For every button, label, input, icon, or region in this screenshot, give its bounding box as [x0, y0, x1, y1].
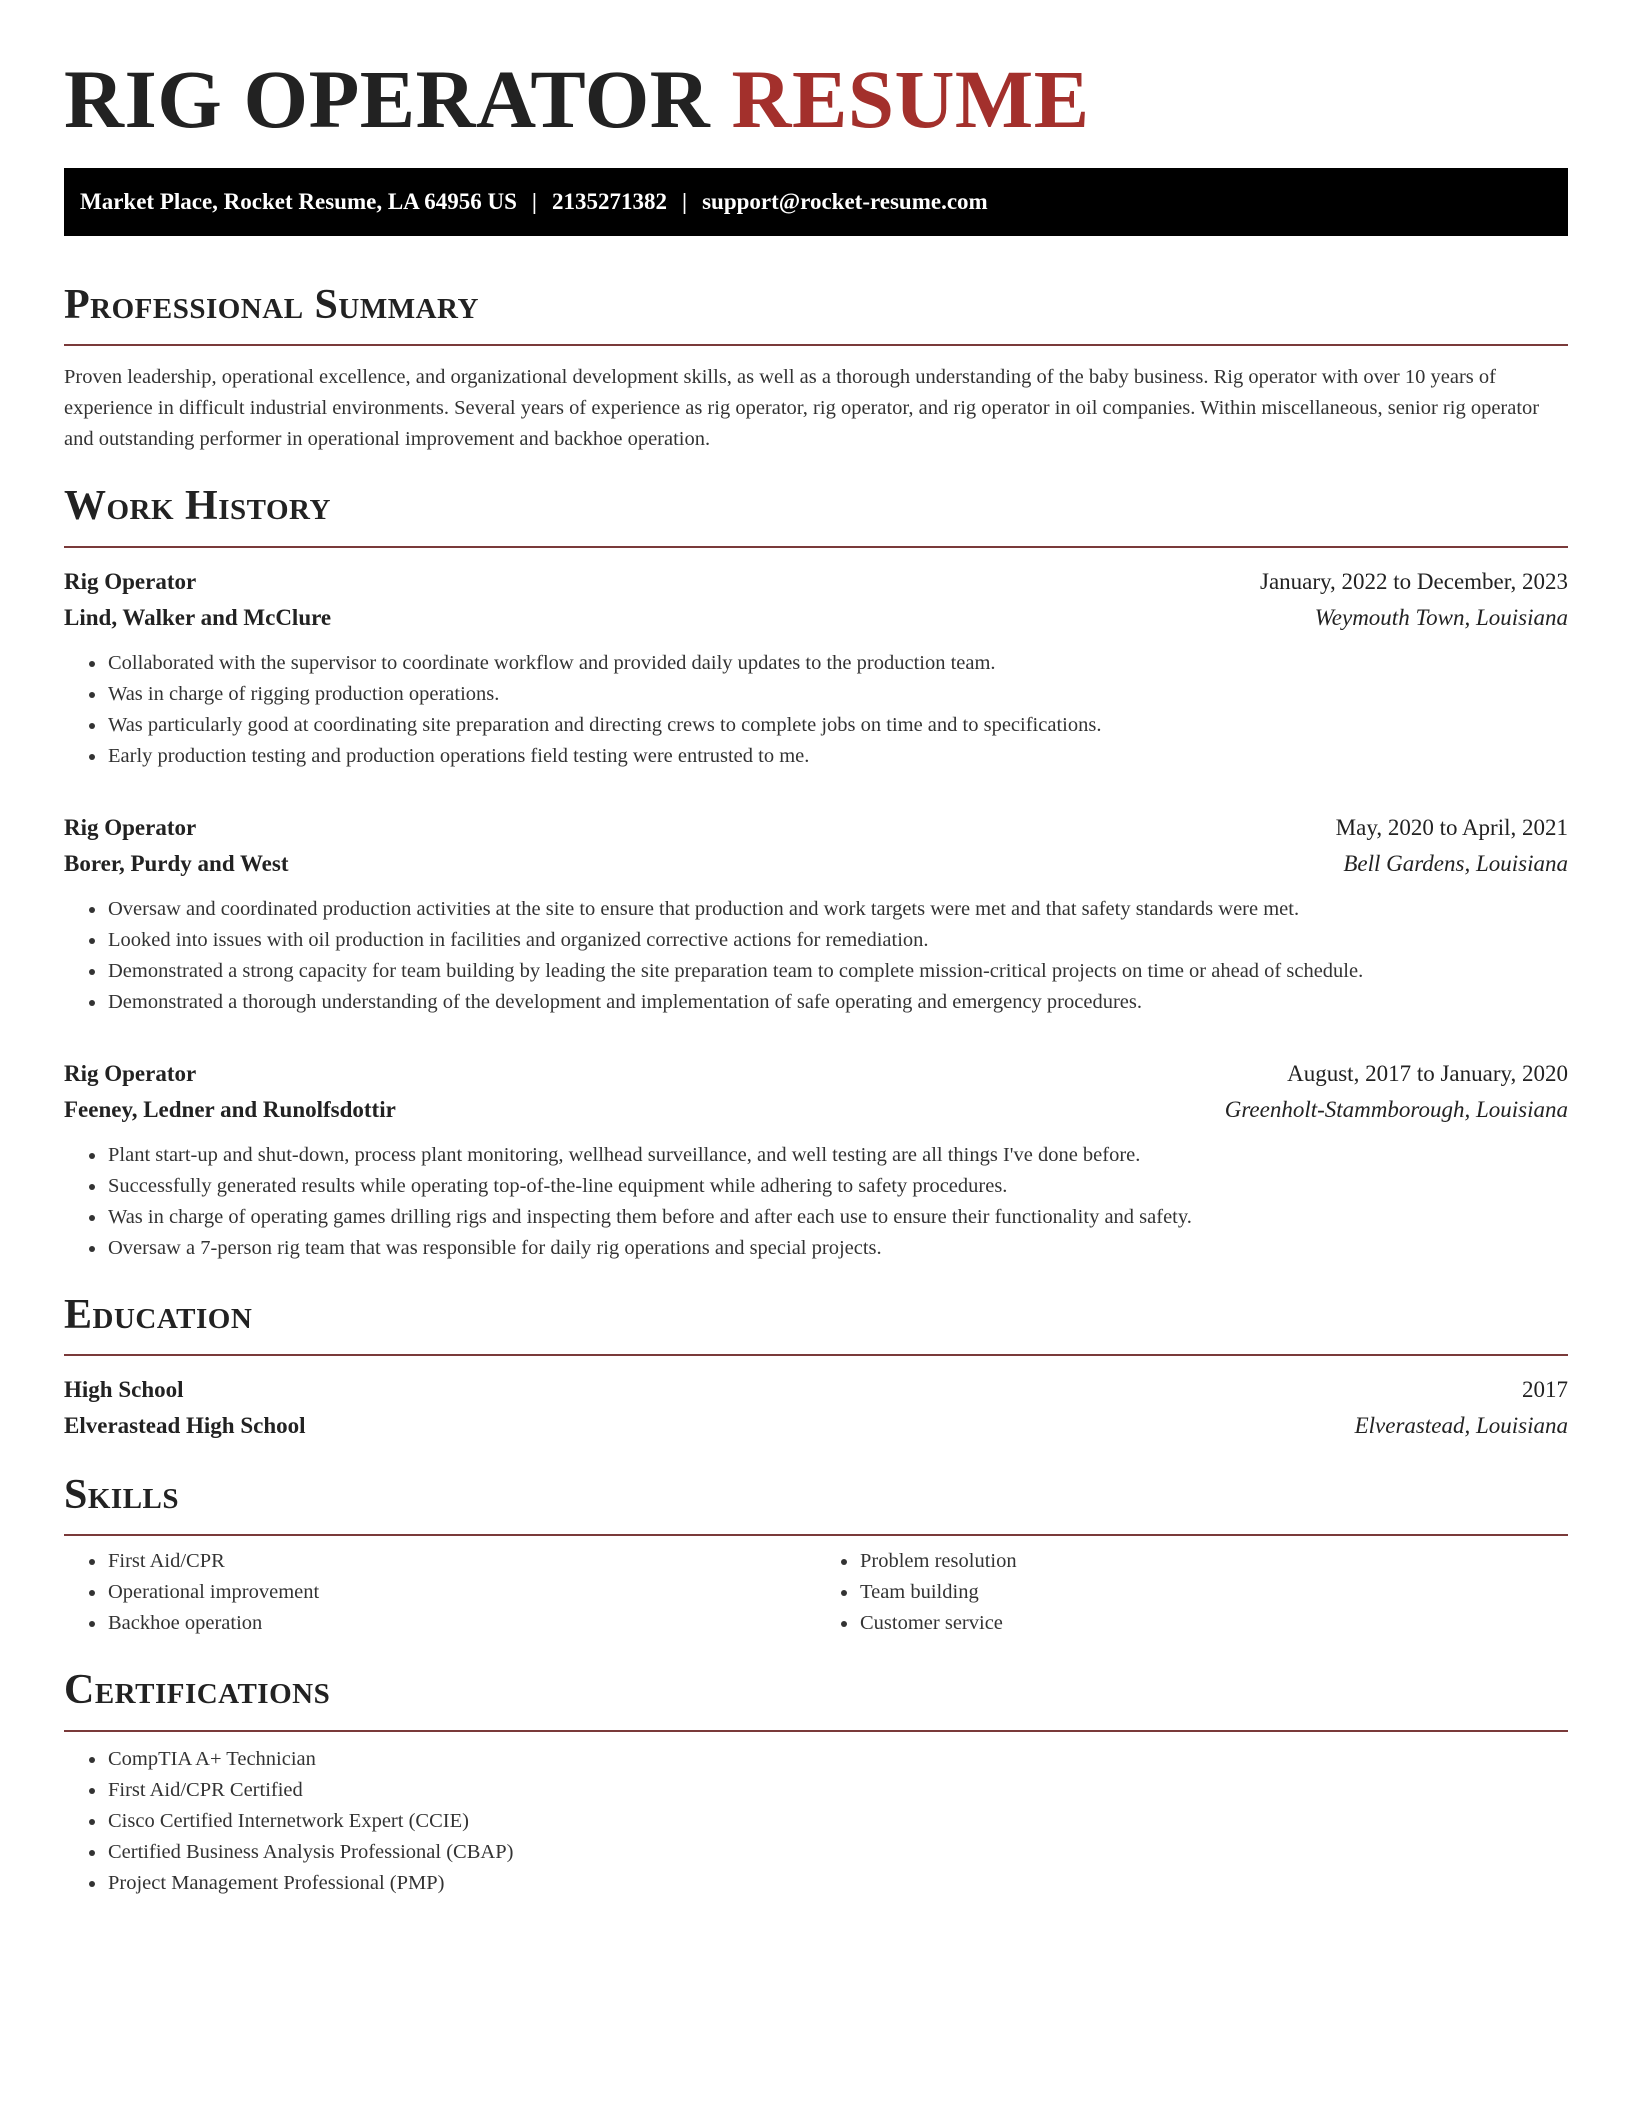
job-row — [64, 564, 1568, 600]
summary-heading: Professional Summary — [64, 281, 479, 328]
job-list — [64, 564, 1568, 1264]
job-dates: January, 2022 to December, 2023 — [1260, 568, 1568, 594]
resume-title — [64, 48, 1568, 152]
section-divider — [64, 1534, 1568, 1536]
contact-bar — [64, 168, 1568, 236]
job-bullet-item: • Oversaw and coordinated production activities at the site to ensure that production and work targets were met and that safety standards were met. — [107, 894, 1568, 925]
certification-item: • Project Management Professional (PMP) — [107, 1868, 1568, 1899]
skills-heading: Skills — [64, 1471, 180, 1518]
skills-list-right — [816, 1546, 1568, 1639]
skills-list-left — [64, 1546, 816, 1639]
skills-section — [64, 1470, 1568, 1639]
certification-item: • CompTIA A+ Technician — [107, 1744, 1568, 1775]
education-degree: High School — [64, 1376, 184, 1402]
job-row — [64, 846, 1568, 882]
contact-email: support@rocket-resume.com — [702, 188, 988, 214]
education-entry — [64, 1372, 1568, 1444]
contact-phone: 2135271382 — [552, 188, 667, 214]
skill-item: • Team building — [859, 1577, 1568, 1608]
skills-grid — [64, 1546, 1568, 1639]
job-entry — [64, 564, 1568, 772]
skill-item: • Customer service — [859, 1608, 1568, 1639]
job-bullet-item: • Demonstrated a thorough understanding of the development and implementation of safe operating and emergency procedures. — [107, 987, 1568, 1018]
education-school: Elverastead High School — [64, 1412, 306, 1438]
job-dates: August, 2017 to January, 2020 — [1287, 1060, 1568, 1086]
job-location: Greenholt-Stammborough, Louisiana — [1224, 1096, 1568, 1122]
contact-address: Market Place, Rocket Resume, LA 64956 US — [80, 188, 517, 214]
contact-separator: | — [682, 188, 688, 214]
job-row — [64, 1092, 1568, 1128]
certifications-list — [64, 1744, 1568, 1899]
certification-item: • Certified Business Analysis Professional (CBAP) — [107, 1837, 1568, 1868]
job-bullet-item: • Plant start-up and shut-down, process plant monitoring, wellhead surveillance, and well testing are all things I've done before. — [107, 1140, 1568, 1171]
title-main: RIG OPERATOR — [64, 53, 711, 145]
job-company: Feeney, Ledner and Runolfsdottir — [64, 1096, 396, 1122]
skill-item: • First Aid/CPR — [107, 1546, 816, 1577]
job-row — [64, 1056, 1568, 1092]
job-location: Bell Gardens, Louisiana — [1343, 850, 1568, 876]
job-bullet-item: • Was particularly good at coordinating site preparation and directing crews to complete jobs on time and to specifications. — [107, 710, 1568, 741]
work-history-section — [64, 481, 1568, 1263]
certifications-heading: Certifications — [64, 1667, 331, 1714]
section-divider — [64, 546, 1568, 548]
job-bullet-item: • Demonstrated a strong capacity for team building by leading the site preparation team to complete mission-critical projects on time or ahead of schedule. — [107, 956, 1568, 987]
certification-item: • First Aid/CPR Certified — [107, 1775, 1568, 1806]
summary-text: Proven leadership, operational excellence, and organizational development skills, as well as a thorough understanding of the baby business. Rig operator with over 10 years of experience in difficult industrial environments. Several years of experience as rig operator, rig operator, and rig operator in oil companies. Within miscellaneous, senior rig operator and outstanding performer in operational improvement and backhoe operation. — [64, 366, 1540, 451]
section-divider — [64, 344, 1568, 346]
job-row — [64, 600, 1568, 636]
education-heading: Education — [64, 1291, 253, 1338]
skill-item: • Backhoe operation — [107, 1608, 816, 1639]
job-company: Lind, Walker and McClure — [64, 604, 332, 630]
summary-section — [64, 280, 1568, 455]
certifications-section — [64, 1665, 1568, 1898]
contact-separator: | — [531, 188, 537, 214]
skill-item: • Operational improvement — [107, 1577, 816, 1608]
job-bullet-item: • Was in charge of operating games drilling rigs and inspecting them before and after each use to ensure their functionality and safety. — [107, 1202, 1568, 1233]
section-divider — [64, 1354, 1568, 1356]
education-location: Elverastead, Louisiana — [1354, 1412, 1568, 1438]
job-bullet-item: • Was in charge of rigging production operations. — [107, 679, 1568, 710]
job-dates: May, 2020 to April, 2021 — [1335, 814, 1568, 840]
job-bullets — [64, 648, 1568, 772]
job-bullet-item: • Collaborated with the supervisor to coordinate workflow and provided daily updates to the production team. — [107, 648, 1568, 679]
job-company: Borer, Purdy and West — [64, 850, 289, 876]
certification-item: • Cisco Certified Internetwork Expert (CCIE) — [107, 1806, 1568, 1837]
education-year: 2017 — [1522, 1376, 1568, 1402]
job-entry — [64, 1056, 1568, 1264]
education-section — [64, 1290, 1568, 1444]
job-bullets — [64, 894, 1568, 1018]
job-location: Weymouth Town, Louisiana — [1314, 604, 1568, 630]
education-row — [64, 1408, 1568, 1444]
job-bullet-item: • Successfully generated results while operating top-of-the-line equipment while adhering to safety procedures. — [107, 1171, 1568, 1202]
education-row — [64, 1372, 1568, 1408]
job-bullet-item: • Early production testing and production operations field testing were entrusted to me. — [107, 741, 1568, 772]
job-bullet-item: • Oversaw a 7-person rig team that was responsible for daily rig operations and special projects. — [107, 1233, 1568, 1264]
job-bullet-item: • Looked into issues with oil production in facilities and organized corrective actions for remediation. — [107, 925, 1568, 956]
job-title: Rig Operator — [64, 568, 197, 594]
work-history-heading: Work History — [64, 483, 331, 530]
job-row — [64, 810, 1568, 846]
job-bullets — [64, 1140, 1568, 1264]
section-divider — [64, 1730, 1568, 1732]
job-title: Rig Operator — [64, 1060, 197, 1086]
title-accent: RESUME — [731, 53, 1090, 145]
skill-item: • Problem resolution — [859, 1546, 1568, 1577]
job-entry — [64, 810, 1568, 1018]
job-title: Rig Operator — [64, 814, 197, 840]
